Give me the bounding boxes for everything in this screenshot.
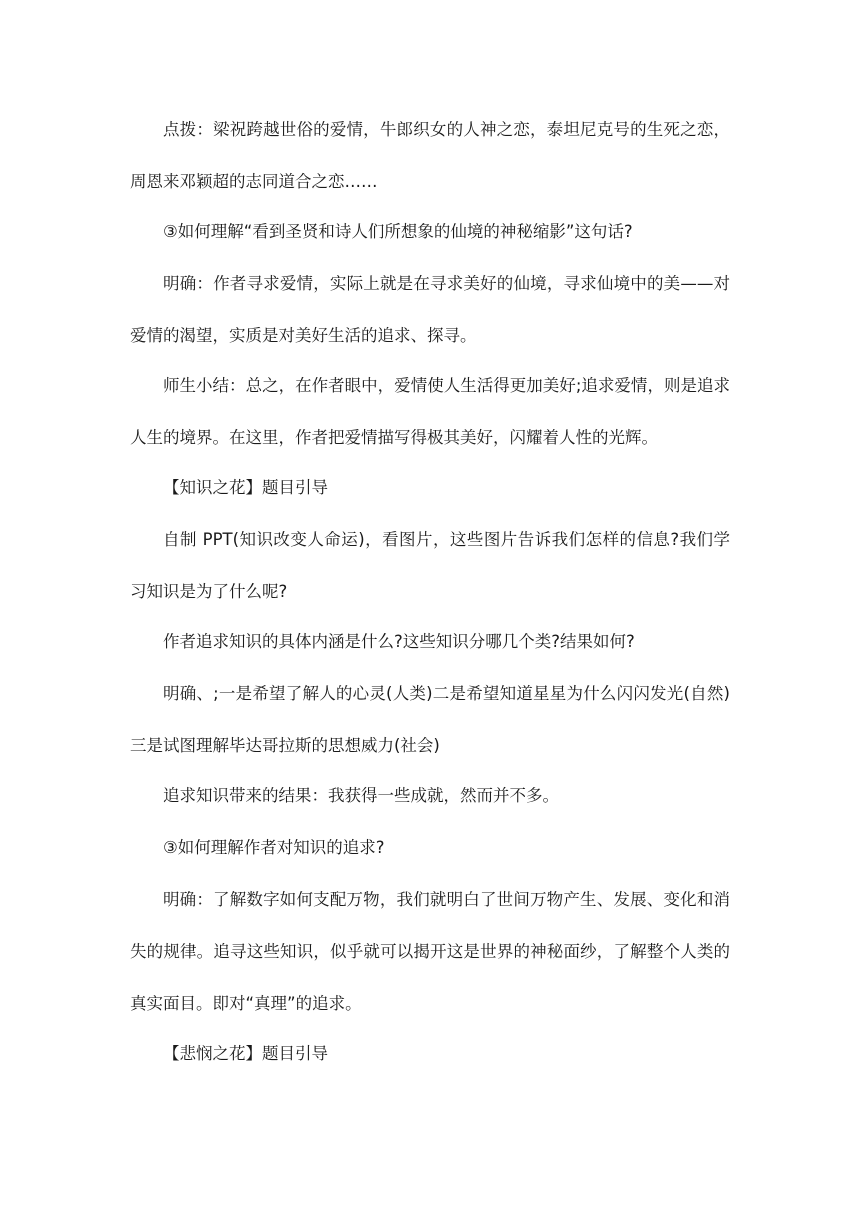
paragraph-question-paradise: ③如何理解“看到圣贤和诗人们所想象的仙境的神秘缩影”这句话? xyxy=(163,222,633,241)
paragraph-answer-categories: 明确、;一是希望了解人的心灵(人类)二是希望知道星星为什么闪闪发光(自然)三是试图理解毕达哥拉斯的思想威力(社会) xyxy=(130,684,730,755)
paragraph-question-pursuit: ③如何理解作者对知识的追求? xyxy=(163,838,385,857)
paragraph-hint-love-examples: 点拨：梁祝跨越世俗的爱情，牛郎织女的人神之恋，泰坦尼克号的生死之恋，周恩来邓颖超的志同道合之恋…… xyxy=(130,120,730,191)
section-heading-knowledge: 【知识之花】题目引导 xyxy=(163,478,328,497)
paragraph-answer-truth: 明确：了解数字如何支配万物，我们就明白了世间万物产生、发展、变化和消失的规律。追寻这些知识，似乎就可以揭开这是世界的神秘面纱，了解整个人类的真实面目。即对“真理”的追求。 xyxy=(130,890,730,1013)
paragraph-summary: 师生小结：总之，在作者眼中，爱情使人生活得更加美好;追求爱情，则是追求人生的境界。在这里，作者把爱情描写得极其美好，闪耀着人性的光辉。 xyxy=(130,376,730,447)
paragraph-ppt-intro: 自制 PPT(知识改变人命运)，看图片，这些图片告诉我们怎样的信息?我们学习知识是为了什么呢? xyxy=(130,530,730,601)
paragraph-question-knowledge: 作者追求知识的具体内涵是什么?这些知识分哪几个类?结果如何? xyxy=(163,632,635,651)
paragraph-knowledge-result: 追求知识带来的结果：我获得一些成就，然而并不多。 xyxy=(163,786,559,805)
paragraph-answer-love: 明确：作者寻求爱情，实际上就是在寻求美好的仙境，寻求仙境中的美——对爱情的渴望，实质是对美好生活的追求、探寻。 xyxy=(130,274,730,345)
section-heading-compassion: 【悲悯之花】题目引导 xyxy=(163,1044,328,1063)
